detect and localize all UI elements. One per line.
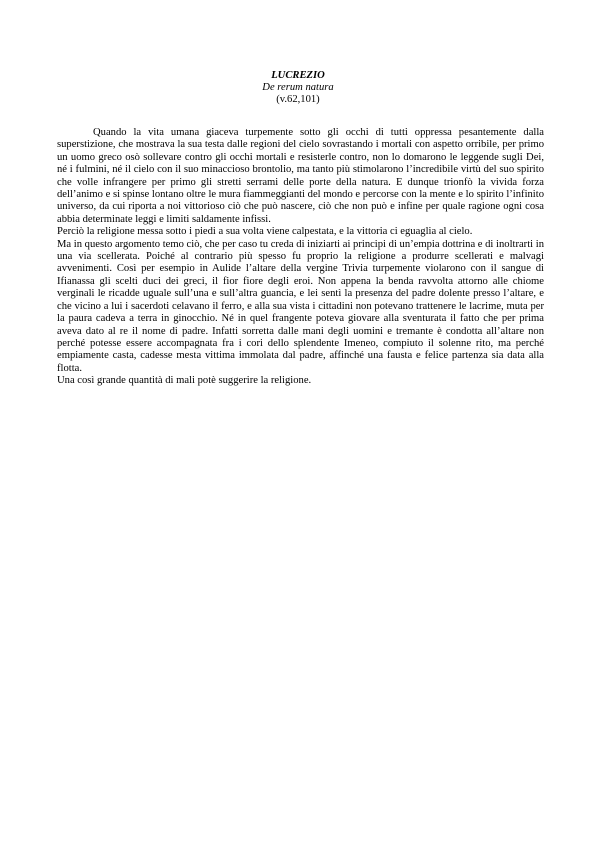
paragraph-3: Ma in questo argomento temo ciò, che per caso tu creda di iniziarti ai principi di un’empia dottrina e di inoltrarti in una via scellerata. Poiché al contrario più spesso fu proprio la religione a produrre scellerati e malvagi avvenimenti. Così per esempio in Aulide l’altare della vergine Trivia turpemente violarono con il sangue di Ifianassa gli scelti duci dei greci, il fior fiore degli eroi. Non appena la benda ravvolta attorno alle chiome verginali le ricadde uguale sull’una e sull’altra guancia, e lei sentì la presenza del padre dolente presso l’altare, e che vicino a lui i sacerdoti celavano il ferro, e alla sua vista i cittadini non potevano trattenere le lacrime, muta per la paura cadeva a terra in ginocchio. Né in quel frangente poteva giovare alla sventurata il fatto che per prima aveva dato al re il nome di padre. Infatti sorretta dalle mani degli uomini e tremante è condotta all’altare non perché potesse essere accompagnata fra i cori dello splendente Imeneo, compiuto il solenne rito, ma perché empiamente casta, cadesse mesta vittima immolata dal padre, affinché una fausta e felice partenza sia data alla flotta. bbox=[57, 238, 544, 374]
document-heading bbox=[0, 70, 596, 106]
work-title: De rerum natura bbox=[262, 82, 334, 93]
paragraph-4: Una così grande quantità di mali potè suggerire la religione. bbox=[57, 375, 312, 387]
paragraph-1: Quando la vita umana giaceva turpemente sotto gli occhi di tutti oppressa pesantemente dalla superstizione, che mostrava la sua testa dalle regioni del cielo sovrastando i mortali con aspetto orribile, per primo un uomo greco osò sollevare contro gli occhi mortali e resisterle contro, non lo domarono le leggende sugli Dei, né i fulmini, né il cielo con il suo minaccioso brontolio, ma tanto più stimolarono l’incredibile virtù del suo spirito che volle infrangere per primo gli stretti serrami delle porte della natura. E dunque trionfò la vivida forza dell’animo e si spinse lontano oltre le mura fiammeggianti del mondo e percorse con la mente e lo spirito l’infinito universo, da cui riporta a noi vittorioso ciò che può nascere, ciò che non può e infine per quale ragione ogni cosa abbia determinate leggi e limiti saldamente infissi. bbox=[57, 127, 544, 225]
author-title: LUCREZIO bbox=[271, 70, 325, 81]
verse-reference: (v.62,101) bbox=[276, 94, 320, 105]
document-body bbox=[57, 127, 544, 388]
paragraph-2: Perciò la religione messa sotto i piedi a sua volta viene calpestata, e la vittoria ci eguaglia al cielo. bbox=[57, 226, 473, 238]
